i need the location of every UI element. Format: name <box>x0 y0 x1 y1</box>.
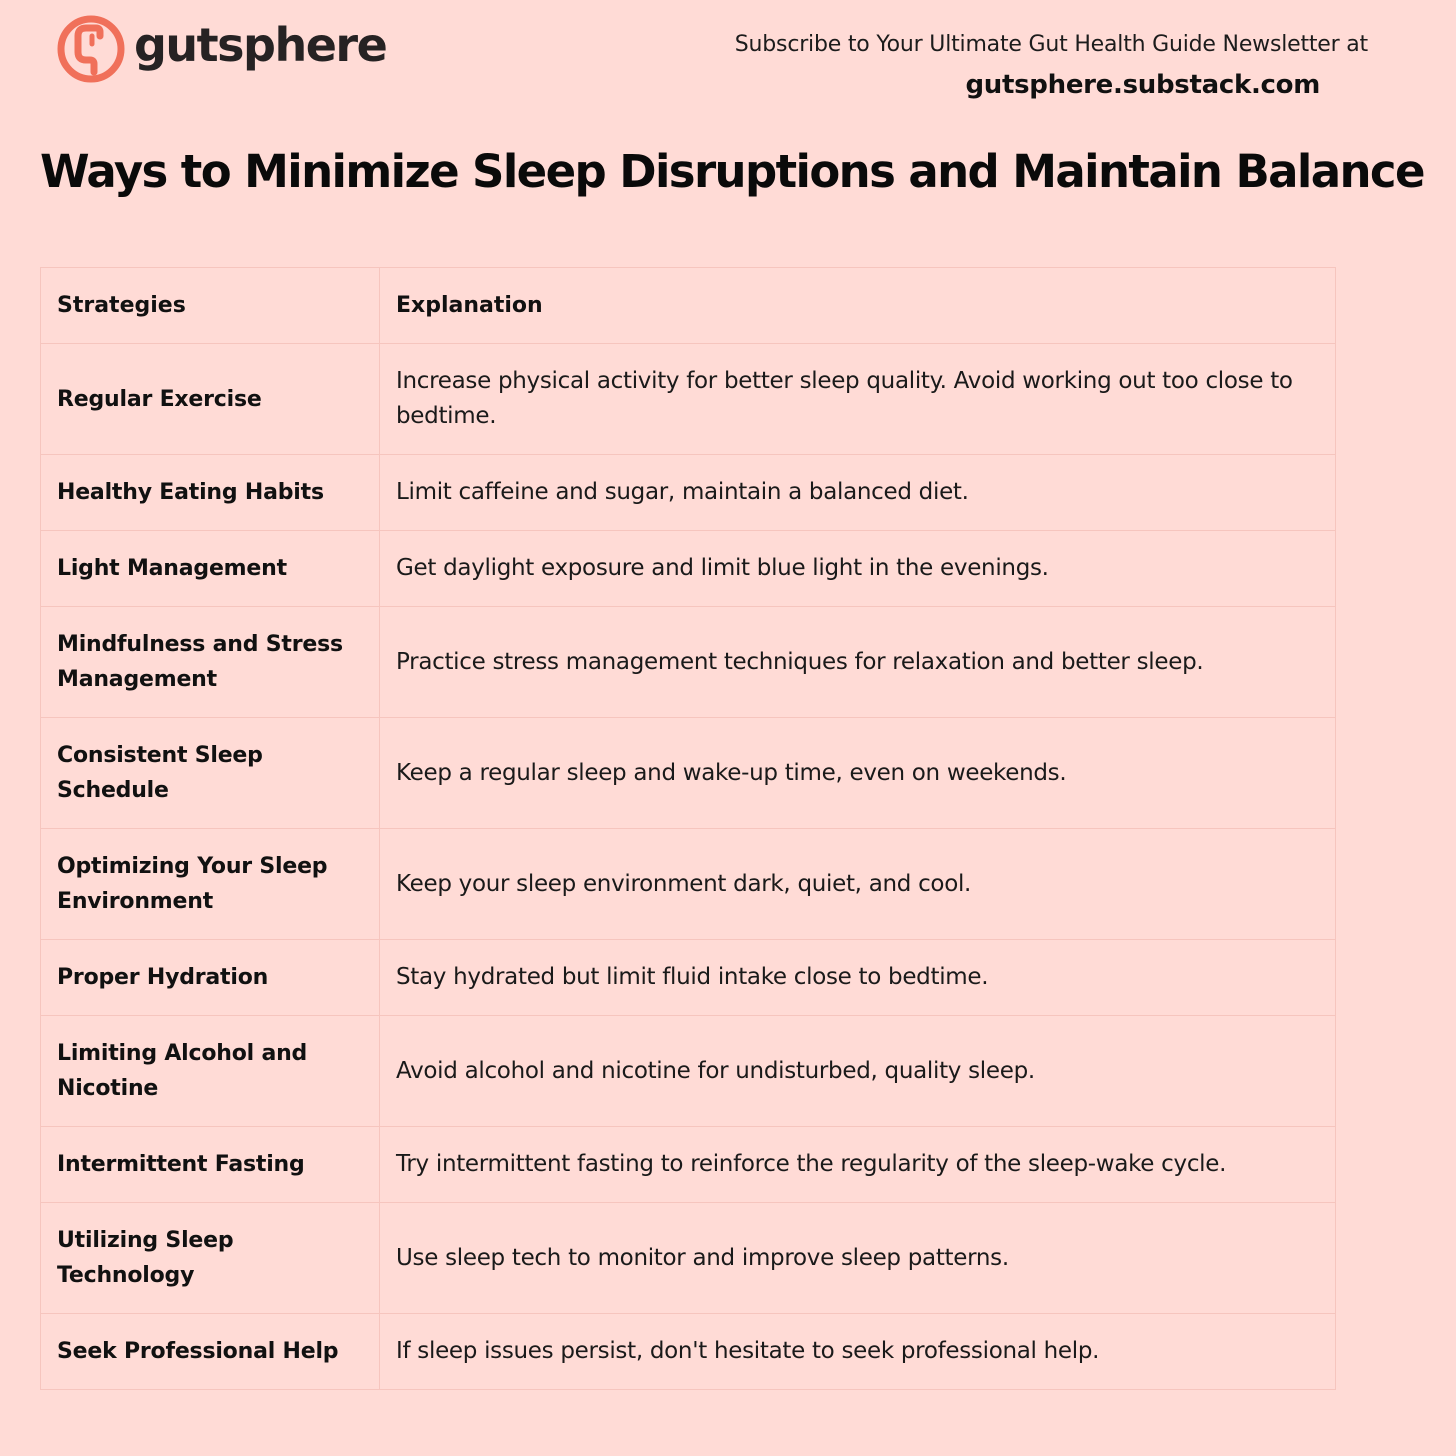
strategy-cell: Limiting Alcohol and Nicotine <box>41 1016 380 1127</box>
explanation-cell: If sleep issues persist, don't hesitate to seek professional help. <box>380 1314 1336 1390</box>
table-header-row <box>41 268 1336 344</box>
explanation-cell: Use sleep tech to monitor and improve sleep patterns. <box>380 1203 1336 1314</box>
table-row <box>41 718 1336 829</box>
explanation-cell: Stay hydrated but limit fluid intake close to bedtime. <box>380 940 1336 1016</box>
strategies-table <box>40 267 1336 1390</box>
column-header-strategies: Strategies <box>41 268 380 344</box>
explanation-cell: Avoid alcohol and nicotine for undisturbed, quality sleep. <box>380 1016 1336 1127</box>
strategy-cell: Proper Hydration <box>41 940 380 1016</box>
page-title: Ways to Minimize Sleep Disruptions and Maintain Balance <box>40 145 1424 198</box>
strategy-cell: Optimizing Your Sleep Environment <box>41 829 380 940</box>
strategy-cell: Consistent Sleep Schedule <box>41 718 380 829</box>
table-row <box>41 455 1336 531</box>
column-header-explanation: Explanation <box>380 268 1336 344</box>
strategy-cell: Mindfulness and Stress Management <box>41 607 380 718</box>
explanation-cell: Increase physical activity for better sleep quality. Avoid working out too close to bedtime. <box>380 344 1336 455</box>
table-row <box>41 1016 1336 1127</box>
explanation-cell: Limit caffeine and sugar, maintain a balanced diet. <box>380 455 1336 531</box>
explanation-cell: Try intermittent fasting to reinforce the regularity of the sleep-wake cycle. <box>380 1127 1336 1203</box>
brand-logo <box>56 12 386 86</box>
table-row <box>41 1203 1336 1314</box>
subscribe-text: Subscribe to Your Ultimate Gut Health Guide Newsletter at <box>734 32 1368 57</box>
table-row <box>41 940 1336 1016</box>
table-row <box>41 1314 1336 1390</box>
strategy-cell: Intermittent Fasting <box>41 1127 380 1203</box>
strategy-cell: Regular Exercise <box>41 344 380 455</box>
table-row <box>41 607 1336 718</box>
explanation-cell: Get daylight exposure and limit blue light in the evenings. <box>380 531 1336 607</box>
strategy-cell: Seek Professional Help <box>41 1314 380 1390</box>
table-row <box>41 531 1336 607</box>
gut-intestine-icon <box>56 14 126 84</box>
table-row <box>41 1127 1336 1203</box>
strategy-cell: Healthy Eating Habits <box>41 455 380 531</box>
strategy-cell: Light Management <box>41 531 380 607</box>
table-row <box>41 344 1336 455</box>
subscribe-link[interactable]: gutsphere.substack.com <box>965 70 1320 100</box>
explanation-cell: Keep your sleep environment dark, quiet, and cool. <box>380 829 1336 940</box>
explanation-cell: Practice stress management techniques for relaxation and better sleep. <box>380 607 1336 718</box>
strategy-cell: Utilizing Sleep Technology <box>41 1203 380 1314</box>
table-row <box>41 829 1336 940</box>
brand-name: gutsphere <box>134 18 387 72</box>
explanation-cell: Keep a regular sleep and wake-up time, even on weekends. <box>380 718 1336 829</box>
